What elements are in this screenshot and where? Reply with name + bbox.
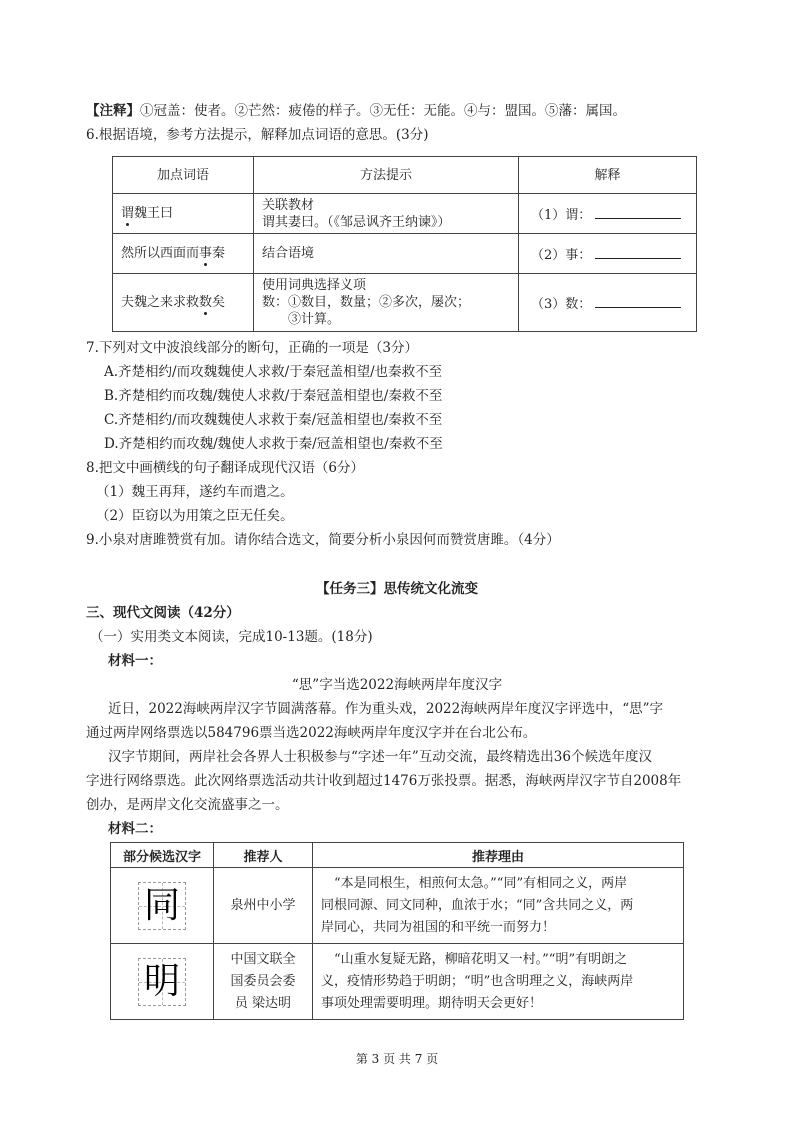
notes-label: 【注释】: [86, 103, 140, 119]
q7-option-a[interactable]: A.齐楚相约/而攻魏魏使人求救/于秦冠盖相望/也秦救不至: [104, 364, 443, 380]
q6-answer-1[interactable]: （1）谓：: [519, 194, 697, 234]
para1-line2: 通过两岸网络票选以584796票当选2022海峡两岸年度汉字并在台北公布。: [86, 725, 537, 741]
q6-hint-3: 使用词典选择义项 数：①数目，数量；②多次，屡次； ③计算。: [254, 274, 519, 332]
q8-item-2: （2）臣窃以为用策之臣无任矣。: [96, 508, 294, 524]
candidate-header-row: [111, 843, 684, 868]
para2-line2: 字进行网络票选。此次网络票选活动共计收到超过1476万张投票。据悉，海峡两岸汉字节自2008年: [86, 773, 682, 789]
q8-stem: 8.把文中画横线的句子翻译成现代汉语（6分）: [86, 460, 364, 476]
q6-word-3: 夫魏之来求救数矣: [113, 274, 254, 332]
material1-title: “思”字当选2022海峡两岸年度汉字: [291, 677, 503, 693]
dotted-char: 谓: [121, 206, 135, 221]
header-recommender: 推荐人: [214, 843, 313, 868]
reason-cell: “本是同根生，相煎何太急。”“同”有相同之义，两岸 同根同源、同文同种，血浓于水；“同”含共同之义，两 岸同心，共同为祖国的和平统一而努力！: [313, 868, 684, 944]
page-footer: 第 3 页 共 7 页: [355, 1052, 439, 1066]
q6-row-1: [113, 194, 697, 234]
char-grid-box: [138, 958, 186, 1006]
candidate-row-1: [111, 868, 684, 944]
header-reason: 推荐理由: [313, 843, 684, 868]
q6-row-2: [113, 234, 697, 274]
candidate-char: 同: [143, 884, 180, 926]
para1-line1: 近日，2022海峡两岸汉字节圆满落幕。作为重头戏，2022海峡两岸年度汉字评选中，“思”字: [108, 701, 664, 717]
q6-header-row: [113, 157, 697, 194]
notes-text: ①冠盖：使者。②芒然：疲倦的样子。③无任：无能。④与：盟国。⑤藩：属国。: [140, 103, 626, 119]
q7-option-c[interactable]: C.齐楚相约/而攻魏魏使人求救于秦/冠盖相望也/秦救不至: [104, 412, 443, 428]
char-grid-box: [138, 882, 186, 930]
q6-hint-1: 关联教材 谓其妻曰。（《邹忌讽齐王纳谏》）: [254, 194, 519, 234]
q6-hint-2: 结合语境: [254, 234, 519, 274]
q8-item-1: （1）魏王再拜，遂约车而遣之。: [96, 484, 294, 500]
dotted-char: 数: [199, 295, 213, 310]
q6-table: [112, 156, 697, 332]
q6-answer-2[interactable]: （2）事：: [519, 234, 697, 274]
q7-stem: 7.下列对文中波浪线部分的断句，正确的一项是（3分）: [86, 340, 418, 356]
q9-stem: 9.小泉对唐雎赞赏有加。请你结合选文，简要分析小泉因何而赞赏唐雎。（4分）: [86, 532, 560, 548]
section3-sub: （一）实用类文本阅读，完成10-13题。(18分): [90, 629, 373, 645]
notes-line: [86, 101, 626, 121]
answer-blank[interactable]: [595, 293, 681, 308]
para2-line1: 汉字节期间，两岸社会各界人士积极参与“字述一年”互动交流，最终精选出36个候选年度汉: [108, 749, 652, 765]
material2-label: 材料二：: [108, 821, 162, 837]
q6-word-2: 然所以西面而事秦: [113, 234, 254, 274]
answer-blank[interactable]: [595, 244, 681, 259]
q6-stem: 6.根据语境，参考方法提示，解释加点词语的意思。(3分): [86, 127, 429, 143]
task3-title: 【任务三】思传统文化流变: [316, 581, 478, 597]
q6-header-hint: 方法提示: [254, 157, 519, 194]
recommender-cell: 泉州中小学: [214, 868, 313, 944]
header-char: 部分候选汉字: [111, 843, 214, 868]
q6-word-1: 谓魏王曰: [113, 194, 254, 234]
q7-option-b[interactable]: B.齐楚相约而攻魏/魏使人求救/于秦冠盖相望也/秦救不至: [104, 388, 443, 404]
q6-header-word: 加点词语: [113, 157, 254, 194]
candidate-char-cell: [111, 944, 214, 1020]
q7-option-d[interactable]: D.齐楚相约而攻魏/魏使人求救于秦/冠盖相望也/秦救不至: [104, 436, 443, 452]
para2-line3: 创办，是两岸文化交流盛事之一。: [86, 797, 289, 813]
q6-row-3: [113, 274, 697, 332]
candidate-row-2: [111, 944, 684, 1020]
recommender-cell: 中国文联全 国委员会委 员 梁达明: [214, 944, 313, 1020]
material1-label: 材料一：: [108, 653, 162, 669]
q6-answer-3[interactable]: （3）数：: [519, 274, 697, 332]
q6-header-answer: 解释: [519, 157, 697, 194]
dotted-char: 事: [199, 246, 213, 261]
candidate-char-cell: [111, 868, 214, 944]
reason-cell: “山重水复疑无路，柳暗花明又一村。”“明”有明朗之 义，疫情形势趋于明朗；“明”也含明理之义，海峡两岸 事项处理需要明理。期待明天会更好！: [313, 944, 684, 1020]
section3-title: 三、现代文阅读（42分）: [86, 605, 240, 621]
candidate-table: [110, 842, 684, 1020]
candidate-char: 明: [143, 960, 180, 1002]
answer-blank[interactable]: [595, 204, 681, 219]
